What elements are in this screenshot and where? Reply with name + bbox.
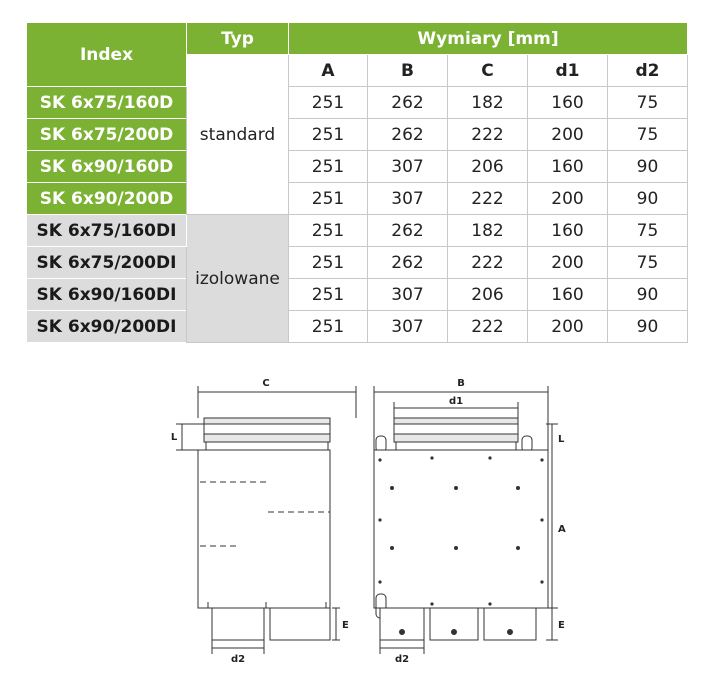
col-c: C (448, 55, 528, 87)
cell-d1: 200 (528, 183, 608, 215)
header-wymiary: Wymiary [mm] (289, 23, 688, 55)
cell-b: 307 (368, 311, 448, 343)
cell-b: 307 (368, 279, 448, 311)
header-index: Index (27, 23, 187, 87)
technical-drawing (160, 370, 580, 670)
cell-d2: 75 (608, 119, 688, 151)
front-view (374, 386, 558, 654)
table-row (27, 119, 688, 151)
cell-b: 262 (368, 247, 448, 279)
cell-d1: 200 (528, 247, 608, 279)
col-b: B (368, 55, 448, 87)
col-d2: d2 (608, 55, 688, 87)
cell-c: 182 (448, 215, 528, 247)
label-l-side: L (170, 432, 178, 443)
label-a: A (558, 524, 566, 535)
row-index: SK 6x75/160DI (27, 215, 187, 247)
cell-c: 222 (448, 311, 528, 343)
cell-a: 251 (289, 279, 368, 311)
cell-d2: 90 (608, 151, 688, 183)
row-index: SK 6x90/160DI (27, 279, 187, 311)
table-row (27, 87, 688, 119)
cell-d2: 90 (608, 311, 688, 343)
cell-c: 222 (448, 247, 528, 279)
cell-a: 251 (289, 151, 368, 183)
cell-c: 206 (448, 279, 528, 311)
cell-d2: 75 (608, 87, 688, 119)
row-index: SK 6x75/200D (27, 119, 187, 151)
cell-d1: 160 (528, 215, 608, 247)
table-row (27, 311, 688, 343)
label-b: B (457, 378, 465, 389)
type-izolowane: izolowane (187, 215, 289, 343)
row-index: SK 6x90/200DI (27, 311, 187, 343)
table-row (27, 183, 688, 215)
cell-c: 182 (448, 87, 528, 119)
cell-a: 251 (289, 215, 368, 247)
table-row (27, 215, 688, 247)
label-c: C (262, 378, 270, 389)
cell-b: 262 (368, 215, 448, 247)
dimension-table (26, 22, 688, 343)
cell-d1: 200 (528, 119, 608, 151)
cell-b: 307 (368, 183, 448, 215)
table-row (27, 247, 688, 279)
col-a: A (289, 55, 368, 87)
label-l-front: L (558, 434, 565, 445)
cell-b: 307 (368, 151, 448, 183)
row-index: SK 6x90/160D (27, 151, 187, 183)
cell-a: 251 (289, 87, 368, 119)
label-d2-front: d2 (394, 654, 410, 665)
cell-a: 251 (289, 183, 368, 215)
cell-d1: 160 (528, 87, 608, 119)
table-row (27, 151, 688, 183)
cell-d2: 75 (608, 215, 688, 247)
cell-d2: 75 (608, 247, 688, 279)
label-d2-side: d2 (230, 654, 246, 665)
row-index: SK 6x90/200D (27, 183, 187, 215)
cell-c: 206 (448, 151, 528, 183)
col-d1: d1 (528, 55, 608, 87)
cell-b: 262 (368, 87, 448, 119)
cell-d1: 200 (528, 311, 608, 343)
header-typ: Typ (187, 23, 289, 55)
table-row (27, 279, 688, 311)
cell-a: 251 (289, 119, 368, 151)
cell-d1: 160 (528, 279, 608, 311)
cell-c: 222 (448, 183, 528, 215)
cell-a: 251 (289, 247, 368, 279)
side-view (176, 386, 356, 654)
type-standard: standard (187, 55, 289, 215)
row-index: SK 6x75/200DI (27, 247, 187, 279)
row-index: SK 6x75/160D (27, 87, 187, 119)
label-d1: d1 (448, 396, 464, 407)
cell-d2: 90 (608, 183, 688, 215)
cell-b: 262 (368, 119, 448, 151)
cell-c: 222 (448, 119, 528, 151)
cell-d2: 90 (608, 279, 688, 311)
label-e-front: E (558, 620, 565, 631)
label-e-side: E (342, 620, 349, 631)
cell-d1: 160 (528, 151, 608, 183)
cell-a: 251 (289, 311, 368, 343)
